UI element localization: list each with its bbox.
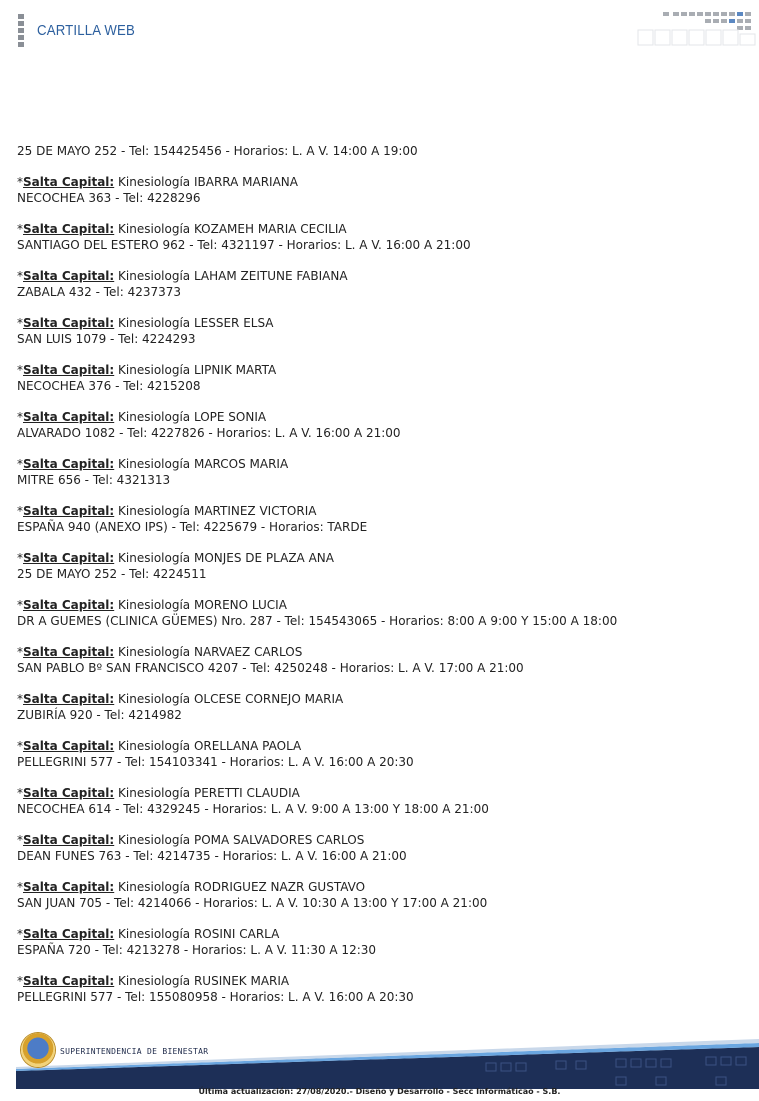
- header-mosaic-decoration: [634, 10, 759, 48]
- list-item: [17, 550, 747, 583]
- page-header: [0, 0, 759, 60]
- list-item: [17, 315, 747, 348]
- entry-location-label: Salta Capital:: [23, 738, 115, 753]
- entry-location-label: Salta Capital:: [23, 315, 115, 330]
- entry-details: ALVARADO 1082 - Tel: 4227826 - Horarios: L. A V. 16:00 A 21:00: [17, 426, 401, 440]
- entry-details: ESPAÑA 940 (ANEXO IPS) - Tel: 4225679 - Horarios: TARDE: [17, 520, 368, 534]
- entry-heading: *Salta Capital: Kinesiología LOPE SONIA: [17, 409, 267, 424]
- entry-details: 25 DE MAYO 252 - Tel: 4224511: [17, 567, 207, 581]
- entry-location-label: Salta Capital:: [23, 597, 115, 612]
- entry-details: PELLEGRINI 577 - Tel: 154103341 - Horarios: L. A V. 16:00 A 20:30: [17, 755, 414, 769]
- entry-heading: *Salta Capital: Kinesiología RUSINEK MARIA: [17, 973, 290, 988]
- entry-details: NECOCHEA 376 - Tel: 4215208: [17, 379, 201, 393]
- entry-provider-name: Kinesiología LAHAM ZEITUNE FABIANA: [118, 268, 348, 283]
- footer-last-update: Última actualización: 27/08/2020.- Diseño y Desarrollo - Secc Informáticao - S.B.: [198, 1087, 561, 1096]
- list-item: [17, 597, 747, 630]
- entry-provider-name: Kinesiología ORELLANA PAOLA: [118, 738, 302, 753]
- provider-list: [17, 143, 747, 1020]
- list-item: [17, 221, 747, 254]
- entry-details: DR A GUEMES (CLINICA GÜEMES) Nro. 287 - Tel: 154543065 - Horarios: 8:00 A 9:00 Y 15:00 A 18:00: [17, 614, 618, 628]
- entry-heading: *Salta Capital: Kinesiología MONJES DE PLAZA ANA: [17, 550, 334, 565]
- entry-provider-name: Kinesiología MARCOS MARIA: [118, 456, 289, 471]
- entry-location-label: Salta Capital:: [23, 973, 115, 988]
- entry-location-label: Salta Capital:: [23, 691, 115, 706]
- entry-provider-name: Kinesiología RODRIGUEZ NAZR GUSTAVO: [118, 879, 366, 894]
- list-item: [17, 879, 747, 912]
- list-item: [17, 362, 747, 395]
- list-item: [17, 832, 747, 865]
- entry-provider-name: Kinesiología MARTINEZ VICTORIA: [118, 503, 317, 518]
- entry-location-label: Salta Capital:: [23, 362, 115, 377]
- entry-provider-name: Kinesiología LIPNIK MARTA: [118, 362, 277, 377]
- list-item: [17, 268, 747, 301]
- entry-heading: *Salta Capital: Kinesiología RODRIGUEZ NAZR GUSTAVO: [17, 879, 366, 894]
- logo-bar-icon: [18, 14, 24, 46]
- entry-location-label: Salta Capital:: [23, 879, 115, 894]
- list-item: [17, 174, 747, 207]
- entry-heading: *Salta Capital: Kinesiología NARVAEZ CARLOS: [17, 644, 303, 659]
- entry-provider-name: Kinesiología RUSINEK MARIA: [118, 973, 290, 988]
- list-item: [17, 143, 747, 160]
- entry-details: SAN LUIS 1079 - Tel: 4224293: [17, 332, 196, 346]
- entry-location-label: Salta Capital:: [23, 785, 115, 800]
- list-item: [17, 926, 747, 959]
- entry-location-label: Salta Capital:: [23, 456, 115, 471]
- list-item: [17, 738, 747, 771]
- entry-heading: *Salta Capital: Kinesiología POMA SALVADORES CARLOS: [17, 832, 365, 847]
- list-item: [17, 973, 747, 1006]
- entry-location-label: Salta Capital:: [23, 644, 115, 659]
- entry-location-label: Salta Capital:: [23, 221, 115, 236]
- footer-organization: SUPERINTENDENCIA DE BIENESTAR: [60, 1047, 209, 1056]
- entry-provider-name: Kinesiología KOZAMEH MARIA CECILIA: [118, 221, 347, 236]
- entry-provider-name: Kinesiología OLCESE CORNEJO MARIA: [118, 691, 344, 706]
- entry-heading: *Salta Capital: Kinesiología LESSER ELSA: [17, 315, 274, 330]
- list-item: [17, 644, 747, 677]
- entry-details: SANTIAGO DEL ESTERO 962 - Tel: 4321197 - Horarios: L. A V. 16:00 A 21:00: [17, 238, 471, 252]
- entry-location-label: Salta Capital:: [23, 832, 115, 847]
- entry-heading: *Salta Capital: Kinesiología ROSINI CARLA: [17, 926, 280, 941]
- entry-heading: *Salta Capital: Kinesiología PERETTI CLAUDIA: [17, 785, 300, 800]
- entry-details: NECOCHEA 363 - Tel: 4228296: [17, 191, 201, 205]
- entry-details: SAN PABLO Bº SAN FRANCISCO 4207 - Tel: 4250248 - Horarios: L. A V. 17:00 A 21:00: [17, 661, 524, 675]
- entry-location-label: Salta Capital:: [23, 550, 115, 565]
- entry-details: MITRE 656 - Tel: 4321313: [17, 473, 171, 487]
- entry-provider-name: Kinesiología PERETTI CLAUDIA: [118, 785, 300, 800]
- superintendencia-seal-icon: [21, 1033, 55, 1067]
- entry-location-label: Salta Capital:: [23, 926, 115, 941]
- entry-heading: *Salta Capital: Kinesiología MORENO LUCIA: [17, 597, 287, 612]
- entry-heading: *Salta Capital: Kinesiología LAHAM ZEITUNE FABIANA: [17, 268, 348, 283]
- list-item: [17, 456, 747, 489]
- page-title: CARTILLA WEB: [37, 22, 135, 39]
- entry-provider-name: Kinesiología NARVAEZ CARLOS: [118, 644, 303, 659]
- entry-heading: *Salta Capital: Kinesiología ORELLANA PAOLA: [17, 738, 302, 753]
- entry-location-label: Salta Capital:: [23, 503, 115, 518]
- entry-details: PELLEGRINI 577 - Tel: 155080958 - Horarios: L. A V. 16:00 A 20:30: [17, 990, 414, 1004]
- list-item: [17, 785, 747, 818]
- entry-provider-name: Kinesiología POMA SALVADORES CARLOS: [118, 832, 365, 847]
- entry-heading: *Salta Capital: Kinesiología MARCOS MARIA: [17, 456, 289, 471]
- entry-details: ZABALA 432 - Tel: 4237373: [17, 285, 182, 299]
- list-item: [17, 691, 747, 724]
- entry-heading: *Salta Capital: Kinesiología OLCESE CORNEJO MARIA: [17, 691, 344, 706]
- entry-details: SAN JUAN 705 - Tel: 4214066 - Horarios: L. A V. 10:30 A 13:00 Y 17:00 A 21:00: [17, 896, 488, 910]
- list-item: [17, 409, 747, 442]
- entry-details: DEAN FUNES 763 - Tel: 4214735 - Horarios: L. A V. 16:00 A 21:00: [17, 849, 407, 863]
- footer-band-decoration: [16, 1033, 759, 1089]
- entry-provider-name: Kinesiología LOPE SONIA: [118, 409, 267, 424]
- entry-details: ZUBIRÍA 920 - Tel: 4214982: [17, 708, 182, 722]
- entry-details: NECOCHEA 614 - Tel: 4329245 - Horarios: L. A V. 9:00 A 13:00 Y 18:00 A 21:00: [17, 802, 489, 816]
- entry-provider-name: Kinesiología ROSINI CARLA: [118, 926, 280, 941]
- entry-details: 25 DE MAYO 252 - Tel: 154425456 - Horarios: L. A V. 14:00 A 19:00: [17, 144, 418, 158]
- list-item: [17, 503, 747, 536]
- entry-heading: *Salta Capital: Kinesiología IBARRA MARIANA: [17, 174, 298, 189]
- entry-heading: *Salta Capital: Kinesiología MARTINEZ VICTORIA: [17, 503, 317, 518]
- entry-details: ESPAÑA 720 - Tel: 4213278 - Horarios: L. A V. 11:30 A 12:30: [17, 943, 377, 957]
- entry-location-label: Salta Capital:: [23, 409, 115, 424]
- entry-provider-name: Kinesiología LESSER ELSA: [118, 315, 274, 330]
- entry-location-label: Salta Capital:: [23, 268, 115, 283]
- entry-provider-name: Kinesiología IBARRA MARIANA: [118, 174, 298, 189]
- entry-heading: *Salta Capital: Kinesiología LIPNIK MARTA: [17, 362, 277, 377]
- entry-location-label: Salta Capital:: [23, 174, 115, 189]
- entry-heading: *Salta Capital: Kinesiología KOZAMEH MARIA CECILIA: [17, 221, 347, 236]
- entry-provider-name: Kinesiología MORENO LUCIA: [118, 597, 287, 612]
- entry-provider-name: Kinesiología MONJES DE PLAZA ANA: [118, 550, 334, 565]
